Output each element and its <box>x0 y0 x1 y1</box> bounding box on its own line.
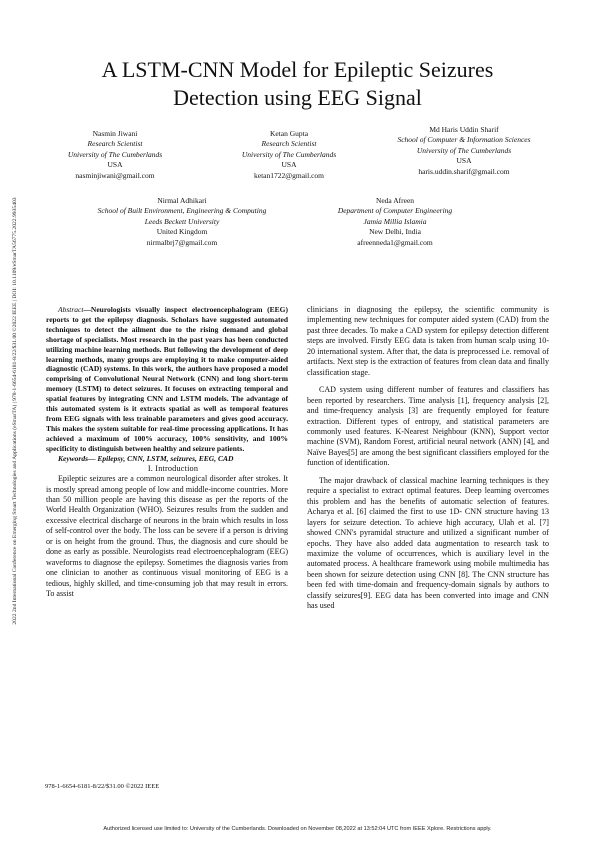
author-name: Neda Afreen <box>375 196 415 205</box>
license-footer: Authorized licensed use limited to: University of the Cumberlands. Downloaded on November 08,2022 at 13:52:04 UTC from IEEE Xplore. Restrictions apply. <box>103 826 492 832</box>
abstract-lead: Abstract <box>58 305 84 314</box>
author-email: afreenneda1@gmail.com <box>357 237 433 247</box>
author-email: nirmalbrj7@gmail.com <box>146 237 218 247</box>
author-block-5 <box>313 196 477 248</box>
author-affiliation: University of The Cumberlands <box>67 149 163 159</box>
copyright-line: 978-1-6654-6181-8/22/$31.00 ©2022 IEEE <box>45 783 160 790</box>
author-email: haris.uddin.sharif@gmail.com <box>418 166 510 176</box>
author-location: United Kingdom <box>156 227 208 237</box>
author-location: USA <box>281 160 297 170</box>
abstract-text: —Neurologists visually inspect electroencephalogram (EEG) reports to get the epilepsy diagnosis. Scholars have suggested automated techniques to detect the ailment due to the rising demand and global shortage of specialists. Most research in the past years has been conducted utilizing machine learning methods. But following the development of deep learning methods, many groups are employing it to make computer-aided diagnostic (CAD) systems. In this work, the authors have proposed a model comprising of Convolutional Neural Network (CNN) and long short-term memory (LSTM) to detect seizures. It focuses on extracting temporal and spatial features by integrating CNN and LSTM models. The advantage of this automated system is it extracts spatial as well as temporal features from EEG signals with less trainable parameters and gives good accuracy. This makes the system suitable for real-time processing applications. It has achieved a maximum of 100% accuracy, 100% sensitivity, and 100% specificity to distinguish between healthy and seizure patients. <box>46 305 288 453</box>
author-location: USA <box>456 156 472 166</box>
author-block-4 <box>76 196 288 248</box>
author-role: Research Scientist <box>87 139 143 149</box>
section-heading: I. Introduction <box>147 463 199 473</box>
author-affiliation: University of The Cumberlands <box>416 145 512 155</box>
author-name: Ketan Gupta <box>269 129 309 138</box>
author-role: Department of Computer Engineering <box>337 206 453 216</box>
title-line-2: Detection using EEG Signal <box>173 85 422 110</box>
keywords: Keywords— Epilepsy, CNN, LSTM, seizures, EEG, CAD <box>58 453 234 463</box>
author-affiliation: Jamia Millia Islamia <box>363 216 427 226</box>
doi-sidebar: 2022 2nd International Conference on Emerging Smart Technologies and Applications (eSmarTA) | 978-1-6654-6181-8/22/$31.00 ©2022 IEEE | DOI: 10.1109/eSmarTA56775.2022.9935403 <box>12 197 18 625</box>
paper-title <box>60 56 535 112</box>
author-block-2 <box>212 129 366 181</box>
author-affiliation: Leeds Beckett University <box>144 216 220 226</box>
author-name: Nasmin Jiwani <box>92 129 138 138</box>
author-email: nasminjiwani@gmail.com <box>75 170 155 180</box>
body-paragraph-1: clinicians in diagnosing the epilepsy, the scientific community is implementing new techniques for computer aided system (CAD) from the past three decades. To make a CAD system for epilepsy detection different steps are involved. Firstly EEG data is taken from human scalp using 10-20 international system. After that, the data is preprocessed i.e. removal of artifacts. Next step is the extraction of features from clean data and finally classification stage. <box>307 305 549 377</box>
body-paragraph-2: CAD system using different number of features and classifiers has been reported by researchers. Time analysis [1], frequency analysis [2], and time-frequency analysis [3] are frequently employed for feature extraction. Different types of entropy, and statistical parameters are commonly used features. K-Nearest Neighbour (KNN), Support vector machine (SVM), Random Forest, artificial neural network (ANN) [4], and Naïve Bayes[5] are among the best significant classifiers employed for the function of identification. <box>307 385 549 468</box>
author-role: School of Computer & Information Sciences <box>397 135 531 145</box>
right-column <box>307 305 549 612</box>
author-block-3 <box>372 125 556 177</box>
author-affiliation: University of The Cumberlands <box>241 149 337 159</box>
author-name: Nirmal Adhikari <box>157 196 207 205</box>
author-name: Md Haris Uddin Sharif <box>429 125 499 134</box>
intro-paragraph: Epileptic seizures are a common neurological disorder after strokes. It is mostly spread among people of low and middle-income countries. More than 50 million people are having this disease as per the reports of the World Health Organization (WHO). Seizures results from the sudden and excessive electrical discharge of neurons in the brain which results in loss of self-control over the body. The loss can be severe if a person is driving or is on height from the ground. Thus, the diagnosis and cure should be done as early as possible. Neurologists read electroencephalogram (EEG) waveforms to diagnose the epilepsy. Sometimes the diagnosis varies from one clinician to another as continuous visual monitoring of EEG is a tedious, highly skilled, and time-consuming job that may result in errors. To assist <box>46 474 288 599</box>
author-location: USA <box>107 160 123 170</box>
author-role: Research Scientist <box>261 139 317 149</box>
abstract <box>46 305 288 454</box>
author-email: ketan1722@gmail.com <box>253 170 325 180</box>
left-column <box>46 305 288 599</box>
title-line-1: A LSTM-CNN Model for Epileptic Seizures <box>101 57 494 82</box>
author-location: New Delhi, India <box>369 227 421 237</box>
body-paragraph-3: The major drawback of classical machine learning techniques is they require a specialist to extract optimal features. Deep learning overcomes this problem and has the benefits of automatic selection of features. Acharya et al. [6] claimed the first to use 1D- CNN structure having 13 layers for seizure detection. To achieve high accuracy, Ulah et al. [7] showed CNN's pyramidal structure and utilized a significant number of epochs. They have also added data augmentation to research task to maximize the volume of occurrences, which is auxiliary level in the automated process. A healthcare framework using mobile multimedia has been shown for seizure detection using CNN [8]. The CNN structure has been fed with time-domain and frequency-domain signals by authors to classify seizures[9]. EEG data has been converted into image and CNN has used <box>307 475 549 611</box>
author-block-1 <box>40 129 190 181</box>
author-role: School of Built Environment, Engineering & Computing <box>97 206 267 216</box>
